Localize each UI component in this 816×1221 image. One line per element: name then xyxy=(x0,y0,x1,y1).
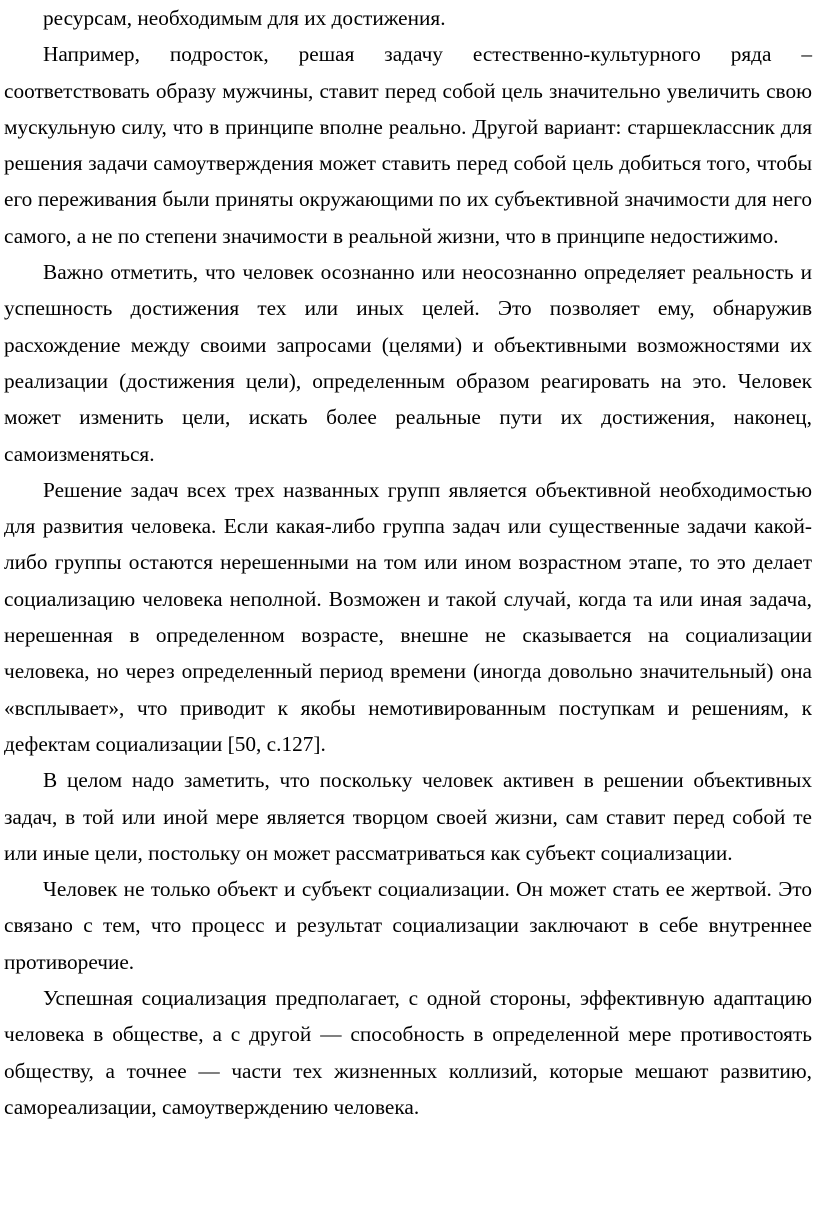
paragraph-continuation: ресурсам, необходимым для их достижения. xyxy=(43,6,446,30)
paragraph-three-groups: Решение задач всех трех названных групп является объективной необходимостью для развития человека. Если какая-либо группа задач или существенные задачи какой-либо группы остаются нерешенными на том или ином возрастном этапе, то это делает социализацию человека неполной. Возможен и такой случай, когда та или иная задача, нерешенная в определенном возрасте, внешне не сказывается на социализации человека, но через определенный период времени (иногда довольно значительный) она «всплывает», что приводит к якобы немотивированным поступкам и решениям, к дефектам социализации [50, с.127]. xyxy=(4,477,812,756)
paragraph-victim: Человек не только объект и субъект социализации. Он может стать ее жертвой. Это связано с тем, что процесс и результат социализации заключают в себе внутреннее противоречие. xyxy=(4,877,812,974)
paragraph-goal-reality: Важно отметить, что человек осознанно или неосознанно определяет реальность и успешность достижения тех или иных целей. Это позволяет ему, обнаружив расхождение между своими запросами (целями) и объективными возможностями их реализации (достижения цели), определенным образом реагировать на это. Человек может изменить цели, искать более реальные пути их достижения, наконец, самоизменяться. xyxy=(4,260,812,466)
paragraph-teen-example: Например, подросток, решая задачу естественно-культурного ряда – соответствовать образу мужчины, ставит перед собой цель значительно увеличить свою мускульную силу, что в принципе вполне реально. Другой вариант: старшеклассник для решения задачи самоутверждения может ставить перед собой цель добиться того, чтобы его переживания были приняты окружающими по их субъективной значимости для него самого, а не по степени значимости в реальной жизни, что в принципе недостижимо. xyxy=(4,42,812,248)
paragraph-subject: В целом надо заметить, что поскольку человек активен в решении объективных задач, в той или иной мере является творцом своей жизни, сам ставит перед собой те или иные цели, постольку он может рассматриваться как субъект социализации. xyxy=(4,768,812,865)
paragraph-successful-socialization: Успешная социализация предполагает, с одной стороны, эффективную адаптацию человека в обществе, а с другой — способность в определенной мере противостоять обществу, а точнее — части тех жизненных коллизий, которые мешают развитию, самореализации, самоутверждению человека. xyxy=(4,986,812,1119)
document-page xyxy=(4,0,812,1125)
